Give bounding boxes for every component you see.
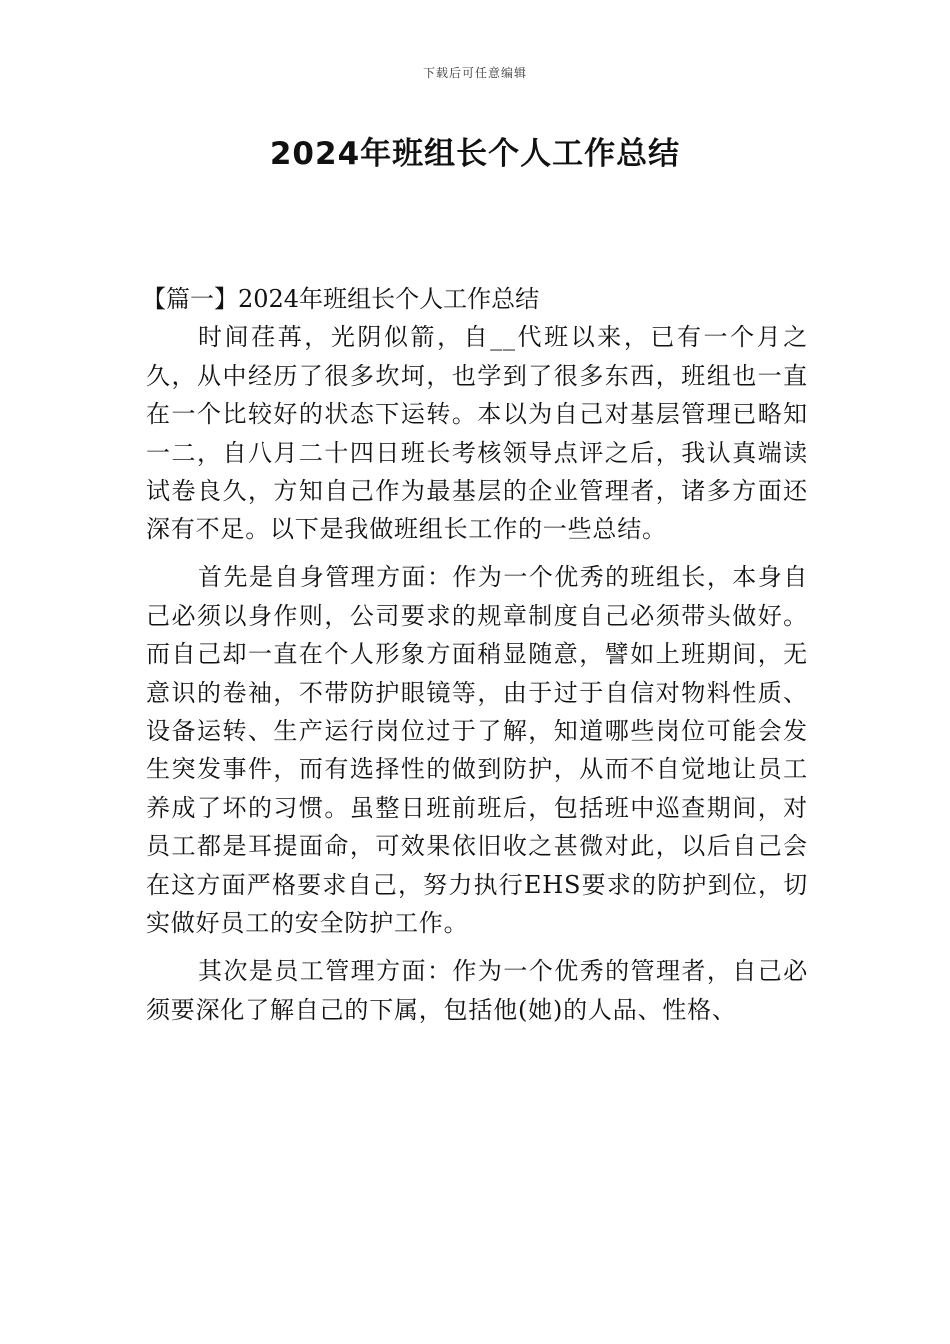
section-heading: 【篇一】2024年班组长个人工作总结 bbox=[142, 285, 540, 313]
paragraph-staff-management: 其次是员工管理方面：作为一个优秀的管理者，自己必须要深化了解自己的下属，包括他(她)的人品、性格、 bbox=[146, 957, 808, 1024]
document-body bbox=[142, 280, 808, 1029]
header-note: 下载后可任意编辑 bbox=[422, 66, 527, 80]
paragraph-intro: 时间荏苒，光阴似箭，自__代班以来，已有一个月之久，从中经历了很多坎坷，也学到了很多东西，班组也一直在一个比较好的状态下运转。本以为自己对基层管理已略知一二，自八月二十四日班长考核领导点评之后，我认真端读试卷良久，方知自己作为最基层的企业管理者，诸多方面还深有不足。以下是我做班组长工作的一些总结。 bbox=[146, 323, 808, 544]
document-title: 2024年班组长个人工作总结 bbox=[269, 136, 681, 172]
paragraph-self-management: 首先是自身管理方面：作为一个优秀的班组长，本身自己必须以身作则，公司要求的规章制度自己必须带头做好。而自己却一直在个人形象方面稍显随意，譬如上班期间，无意识的卷袖，不带防护眼镜等，由于过于自信对物料性质、设备运转、生产运行岗位过于了解，知道哪些岗位可能会发生突发事件，而有选择性的做到防护，从而不自觉地让员工养成了坏的习惯。虽整日班前班后，包括班中巡查期间，对员工都是耳提面命，可效果依旧收之甚微对此，以后自己会在这方面严格要求自己，努力执行EHS要求的防护到位，切实做好员工的安全防护工作。 bbox=[146, 563, 808, 938]
